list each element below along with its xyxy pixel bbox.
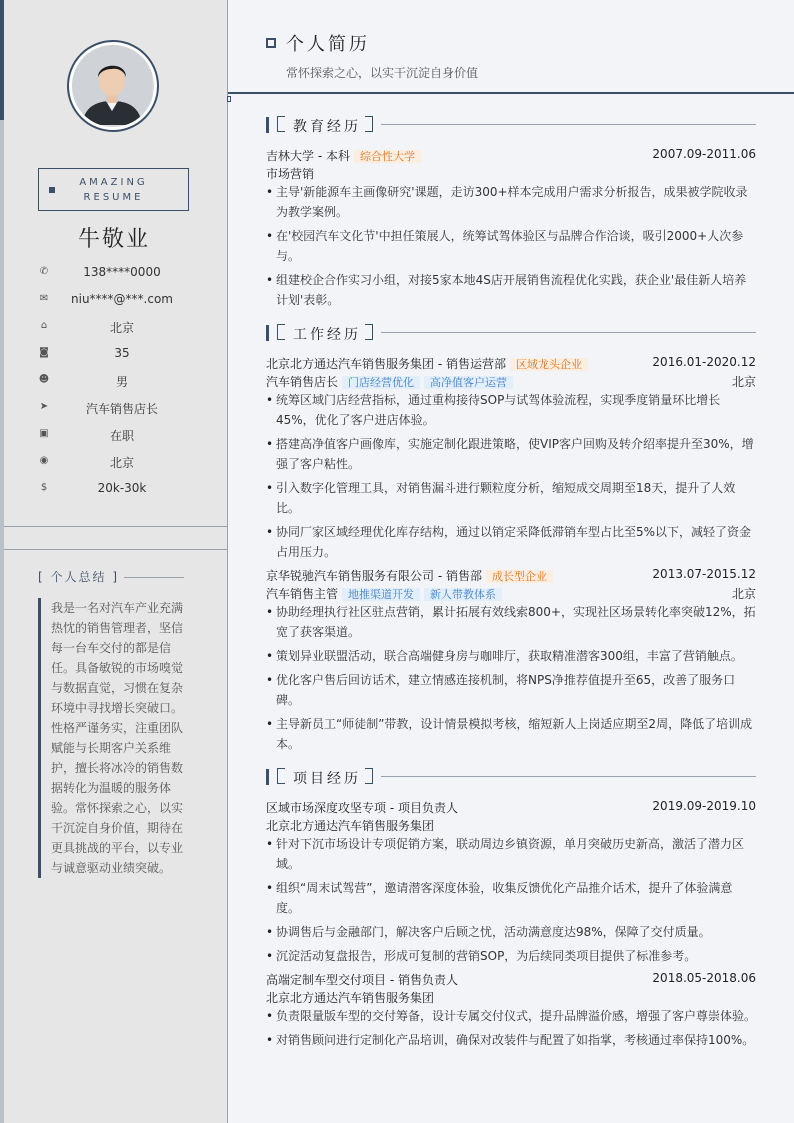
job-bullets (266, 390, 756, 562)
info-row-home (30, 316, 210, 343)
project-org-row (266, 816, 756, 834)
divider (4, 549, 228, 550)
skill-tag: 门店经营优化 (342, 376, 420, 389)
avatar-photo (72, 45, 154, 127)
bracket-left: [ (38, 570, 45, 584)
job-company: 京华锐驰汽车销售服务有限公司 - 销售部 (266, 569, 482, 583)
education-school-wrap (266, 147, 421, 164)
phone-value: 138****0000 (83, 265, 161, 279)
list-item: • 优化客户售后回访话术，建立情感连接机制，将NPS净推荐值提升至65，改善了服务口碑。 (266, 670, 756, 710)
job-city: 北京 (731, 587, 756, 601)
header-rule (228, 92, 794, 94)
section-bar (266, 769, 269, 785)
info-row-phone (30, 262, 210, 289)
job-role-wrap (266, 373, 513, 390)
bracket-left (277, 324, 285, 340)
info-row-gender (30, 370, 210, 397)
list-item: • 组织“周末试驾营”，邀请潜客深度体验，收集反馈优化产品推介话术，提升了体验满意度。 (266, 878, 756, 918)
list-item: • 搭建高净值客户画像库，实施定制化跟进策略，使VIP客户回购及转介绍率提升至30%，增强了客户粘性。 (266, 434, 756, 474)
bracket-right (365, 116, 373, 132)
education-school: 吉林大学 - 本科 (266, 149, 350, 163)
education-major-row (266, 164, 756, 182)
salary-value: 20k-30k (97, 481, 147, 495)
money-icon: $ (40, 482, 48, 493)
job-bullets (266, 602, 756, 754)
list-item: • 沉淀活动复盘报告，形成可复制的营销SOP，为后续同类项目提供了标准参考。 (266, 946, 756, 966)
section-bar (266, 325, 269, 341)
project-name: 区域市场深度攻坚专项 - 项目负责人 (266, 801, 458, 815)
sidebar-stripe (0, 0, 4, 1123)
skill-tag: 高净值客户运营 (424, 376, 513, 389)
project-row (266, 970, 756, 988)
summary-title: 个人总结 (50, 570, 107, 584)
project-org: 北京北方通达汽车销售服务集团 (266, 819, 435, 833)
face-icon: ☻ (38, 374, 50, 385)
list-item: • 对销售顾问进行定制化产品培训，确保对改装件与配置了如指掌，考核通过率保持100%。 (266, 1030, 756, 1050)
divider (4, 526, 228, 527)
sidebar-stripe-accent (0, 0, 4, 120)
summary-text: 我是一名对汽车产业充满热忱的销售管理者，坚信每一台车交付的都是信任。具备敏锐的市场嗅觉与数据直觉，习惯在复杂环境中寻找增长突破口。性格严谨务实，注重团队赋能与长期客户关系维护，擅长将冰冷的销售数据转化为温暖的服务体验。常怀探索之心，以实干沉淀自身价值，期待在更具挑战的平台，以专业与诚意驱动业绩突破。 (38, 598, 188, 878)
resume-badge (38, 168, 189, 211)
phone-icon: ✆ (39, 266, 49, 277)
bracket-left (277, 116, 285, 132)
job-company: 北京北方通达汽车销售服务集团 - 销售运营部 (266, 357, 506, 371)
mail-icon: ✉ (39, 293, 49, 304)
list-item: • 主导新员工“师徒制”带教，设计情景模拟考核，缩短新人上岗适应期至2周，降低了培训成本。 (266, 714, 756, 754)
education-dates: 2007.09-2011.06 (652, 147, 756, 161)
project-dates: 2019.09-2019.10 (652, 799, 756, 813)
send-icon: ➤ (39, 401, 49, 412)
job-role: 汽车销售主管 (266, 587, 339, 601)
list-item: • 引入数字化管理工具，对销售漏斗进行颗粒度分析，缩短成交周期至18天，提升了人效比。 (266, 478, 756, 518)
job-row (266, 566, 756, 584)
avatar (67, 40, 159, 132)
info-row-location (30, 451, 210, 478)
home-icon: ⌂ (40, 320, 48, 331)
education-row (266, 146, 756, 164)
home-value: 北京 (109, 321, 134, 335)
job-tag: 成长型企业 (486, 570, 553, 583)
age-value: 35 (114, 346, 130, 360)
list-item: • 组建校企合作实习小组，对接5家本地4S店开展销售流程优化实践，获企业'最佳新人培养计划'表彰。 (266, 270, 756, 310)
email-value: niu****@***.com (71, 292, 173, 306)
education-major: 市场营销 (266, 167, 315, 181)
job-role-wrap (266, 585, 502, 602)
candidate-name: 牛敬业 (77, 227, 150, 252)
project-org: 北京北方通达汽车销售服务集团 (266, 991, 435, 1005)
info-row-email (30, 289, 210, 316)
skill-tag: 新人带教体系 (424, 588, 502, 601)
project-name: 高端定制车型交付项目 - 销售负责人 (266, 973, 458, 987)
summary-rule (124, 577, 184, 578)
section-rule (381, 332, 756, 333)
job-dates: 2013.07-2015.12 (652, 567, 756, 581)
info-row-age (30, 343, 210, 370)
bracket-right (365, 324, 373, 340)
section-bar (266, 117, 269, 133)
job-role: 汽车销售店长 (266, 375, 339, 389)
job-role-row (266, 584, 756, 602)
summary-heading (38, 568, 119, 585)
list-item: • 主导'新能源车主画像研究'课题，走访300+样本完成用户需求分析报告，成果被学院收录为教学案例。 (266, 182, 756, 222)
project-bullets (266, 1006, 756, 1050)
header-tick (227, 96, 231, 102)
briefcase-icon: ▣ (39, 428, 49, 439)
location-icon: ◉ (39, 455, 49, 466)
page-title: 个人简历 (286, 34, 370, 55)
section-heading-projects (266, 768, 756, 786)
location-value: 北京 (109, 456, 134, 470)
list-item: • 协助经理执行社区驻点营销，累计拓展有效线索800+，实现社区场景转化率突破12%，拓宽了获客渠道。 (266, 602, 756, 642)
main-content (266, 116, 756, 1054)
job-tag: 区域龙头企业 (510, 358, 588, 371)
list-item: • 策划异业联盟活动，联合高端健身房与咖啡厅，获取精准潜客300组，丰富了营销触点。 (266, 646, 756, 666)
sidebar (0, 0, 228, 1123)
bracket-right: ] (112, 570, 120, 584)
section-rule (381, 124, 756, 125)
section-title: 项目经历 (293, 771, 361, 787)
contact-info (30, 262, 210, 505)
section-rule (381, 776, 756, 777)
badge-text: AMAZING RESUME (79, 177, 148, 203)
list-item: • 负责限量版车型的交付筹备，设计专属交付仪式，提升品牌溢价感，增强了客户尊崇体验。 (266, 1006, 756, 1026)
info-row-salary (30, 478, 210, 505)
bracket-left (277, 768, 285, 784)
job-city: 北京 (731, 375, 756, 389)
job-dates: 2016.01-2020.12 (652, 355, 756, 369)
project-bullets (266, 834, 756, 966)
list-item: • 协同厂家区域经理优化库存结构，通过以销定采降低滞销车型占比至5%以下，减轻了资金占用压力。 (266, 522, 756, 562)
list-item: • 针对下沉市场设计专项促销方案，联动周边乡镇资源，单月突破历史新高，激活了潜力区域。 (266, 834, 756, 874)
position-value: 汽车销售店长 (85, 402, 158, 416)
info-row-status (30, 424, 210, 451)
job-role-row (266, 372, 756, 390)
title-square-icon (266, 38, 276, 48)
list-item: • 协调售后与金融部门，解决客户后顾之忧，活动满意度达98%，保障了交付质量。 (266, 922, 756, 942)
education-tag: 综合性大学 (354, 150, 421, 163)
job-row (266, 354, 756, 372)
section-heading-work (266, 324, 756, 342)
job-company-wrap (266, 355, 588, 372)
project-row (266, 798, 756, 816)
bracket-right (365, 768, 373, 784)
info-row-position (30, 397, 210, 424)
section-title: 工作经历 (293, 327, 361, 343)
page-subtitle: 常怀探索之心，以实干沉淀自身价值 (286, 66, 479, 80)
person-icon (72, 45, 152, 125)
education-bullets (266, 182, 756, 310)
cake-icon: ◙ (39, 347, 49, 358)
status-value: 在职 (109, 429, 134, 443)
project-org-row (266, 988, 756, 1006)
job-company-wrap (266, 567, 553, 584)
section-heading-education (266, 116, 756, 134)
list-item: • 在'校园汽车文化节'中担任策展人，统筹试驾体验区与品牌合作洽谈，吸引2000+人次参与。 (266, 226, 756, 266)
gender-value: 男 (115, 375, 128, 389)
project-dates: 2018.05-2018.06 (652, 971, 756, 985)
section-title: 教育经历 (293, 119, 361, 135)
badge-dot (49, 187, 55, 193)
skill-tag: 地推渠道开发 (342, 588, 420, 601)
list-item: • 统筹区域门店经营指标，通过重构接待SOP与试驾体验流程，实现季度销量环比增长45%，优化了客户进店体验。 (266, 390, 756, 430)
